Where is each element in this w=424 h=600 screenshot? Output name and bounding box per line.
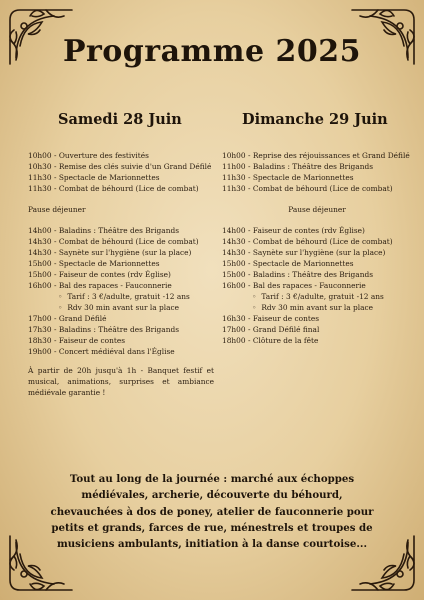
schedule-time: 18h00 xyxy=(222,336,246,345)
schedule-label: - Faiseur de contes (rdv Église) xyxy=(54,270,171,279)
schedule-label: - Baladins : Théâtre des Brigands xyxy=(54,325,179,334)
banquet-note: À partir de 20h jusqu'à 1h - Banquet festif et musical, animations, surprises et ambiance médiévale garantie ! xyxy=(28,366,214,397)
schedule-label: - Combat de béhourd (Lice de combat) xyxy=(54,184,199,193)
falconry-price-note: ◦ Tarif : 3 €/adulte, gratuit -12 ans xyxy=(28,291,228,302)
saturday-schedule xyxy=(28,150,228,398)
schedule-row xyxy=(222,247,412,258)
schedule-time: 11h30 xyxy=(28,173,52,182)
schedule-time: 14h30 xyxy=(222,237,246,246)
schedule-row xyxy=(28,258,228,269)
schedule-row xyxy=(28,225,228,236)
schedule-label: - Combat de béhourd (Lice de combat) xyxy=(54,237,199,246)
schedule-label: - Grand Défilé xyxy=(54,314,107,323)
schedule-label: - Ouverture des festivités xyxy=(54,151,149,160)
schedule-label: - Reprise des réjouissances et Grand Défilé xyxy=(248,151,410,160)
schedule-time: 16h30 xyxy=(222,314,246,323)
schedule-label: - Faiseur de contes xyxy=(54,336,125,345)
schedule-time: 15h00 xyxy=(28,259,52,268)
schedule-row xyxy=(222,324,412,335)
schedule-row xyxy=(222,335,412,346)
schedule-row xyxy=(222,172,412,183)
schedule-time: 17h00 xyxy=(222,325,246,334)
schedule-time: 11h30 xyxy=(222,173,246,182)
lunch-break-label: Pause déjeuner xyxy=(28,205,86,214)
schedule-row xyxy=(28,150,228,161)
schedule-time: 14h30 xyxy=(28,237,52,246)
schedule-time: 17h30 xyxy=(28,325,52,334)
falconry-price-note: ◦ Tarif : 3 €/adulte, gratuit -12 ans xyxy=(222,291,412,302)
schedule-time: 14h00 xyxy=(28,226,52,235)
schedule-label: - Spectacle de Marionnettes xyxy=(248,173,354,182)
schedule-row xyxy=(222,225,412,236)
schedule-row xyxy=(28,161,228,172)
schedule-row xyxy=(222,280,412,291)
schedule-time: 15h00 xyxy=(222,259,246,268)
schedule-time: 11h30 xyxy=(222,184,246,193)
schedule-label: - Saynète sur l'hygiène (sur la place) xyxy=(248,248,386,257)
schedule-row xyxy=(28,324,228,335)
schedule-row xyxy=(222,258,412,269)
schedule-row xyxy=(28,280,228,291)
saturday-heading: Samedi 28 Juin xyxy=(58,111,182,128)
schedule-label: - Baladins : Théâtre des Brigands xyxy=(248,162,373,171)
schedule-time: 15h00 xyxy=(28,270,52,279)
page-title: Programme 2025 xyxy=(62,34,362,69)
schedule-time: 11h30 xyxy=(28,184,52,193)
schedule-row xyxy=(28,247,228,258)
schedule-label: - Combat de béhourd (Lice de combat) xyxy=(248,237,393,246)
schedule-row xyxy=(222,150,412,161)
schedule-row xyxy=(28,236,228,247)
schedule-time: 17h00 xyxy=(28,314,52,323)
schedule-time: 10h00 xyxy=(28,151,52,160)
schedule-label: - Saynète sur l'hygiène (sur la place) xyxy=(54,248,192,257)
schedule-label: - Baladins : Théâtre des Brigands xyxy=(248,270,373,279)
schedule-label: - Grand Défilé final xyxy=(248,325,320,334)
falconry-meeting-note: ◦ Rdv 30 min avant sur la place xyxy=(222,302,412,313)
schedule-time: 19h00 xyxy=(28,347,52,356)
schedule-row xyxy=(28,313,228,324)
schedule-label: - Faiseur de contes xyxy=(248,314,319,323)
schedule-row xyxy=(222,161,412,172)
lunch-break-label: Pause déjeuner xyxy=(288,205,346,214)
schedule-row xyxy=(222,183,412,194)
sunday-schedule xyxy=(222,150,412,346)
schedule-row xyxy=(28,269,228,280)
schedule-time: 16h00 xyxy=(28,281,52,290)
schedule-label: - Spectacle de Marionnettes xyxy=(54,173,160,182)
sunday-heading: Dimanche 29 Juin xyxy=(242,111,388,128)
schedule-row xyxy=(28,172,228,183)
schedule-label: - Spectacle de Marionnettes xyxy=(54,259,160,268)
schedule-row xyxy=(28,335,228,346)
schedule-time: 14h30 xyxy=(28,248,52,257)
all-day-activities: Tout au long de la journée : marché aux échoppes médiévales, archerie, découverte du béhourd, chevauchées à dos de poney, atelier de fauconnerie pour petits et grands, farces de rue, ménestrels et troupes de musiciens ambulants, initiation à la danse courtoise... xyxy=(50,473,374,551)
schedule-time: 18h30 xyxy=(28,336,52,345)
schedule-label: - Clôture de la fête xyxy=(248,336,319,345)
schedule-time: 16h00 xyxy=(222,281,246,290)
schedule-row xyxy=(222,236,412,247)
schedule-label: - Remise des clés suivie d'un Grand Défilé xyxy=(54,162,212,171)
schedule-label: - Combat de béhourd (Lice de combat) xyxy=(248,184,393,193)
schedule-time: 14h30 xyxy=(222,248,246,257)
schedule-row xyxy=(222,269,412,280)
schedule-time: 10h30 xyxy=(28,162,52,171)
schedule-row xyxy=(222,313,412,324)
schedule-time: 14h00 xyxy=(222,226,246,235)
schedule-row xyxy=(28,346,228,357)
schedule-label: - Baladins : Théâtre des Brigands xyxy=(54,226,179,235)
schedule-time: 15h00 xyxy=(222,270,246,279)
schedule-label: - Bal des rapaces - Fauconnerie xyxy=(248,281,366,290)
schedule-label: - Faiseur de contes (rdv Église) xyxy=(248,226,365,235)
schedule-label: - Concert médiéval dans l'Église xyxy=(54,347,175,356)
schedule-label: - Bal des rapaces - Fauconnerie xyxy=(54,281,172,290)
schedule-time: 10h00 xyxy=(222,151,246,160)
schedule-time: 11h00 xyxy=(222,162,246,171)
falconry-meeting-note: ◦ Rdv 30 min avant sur la place xyxy=(28,302,228,313)
schedule-label: - Spectacle de Marionnettes xyxy=(248,259,354,268)
schedule-row xyxy=(28,183,228,194)
